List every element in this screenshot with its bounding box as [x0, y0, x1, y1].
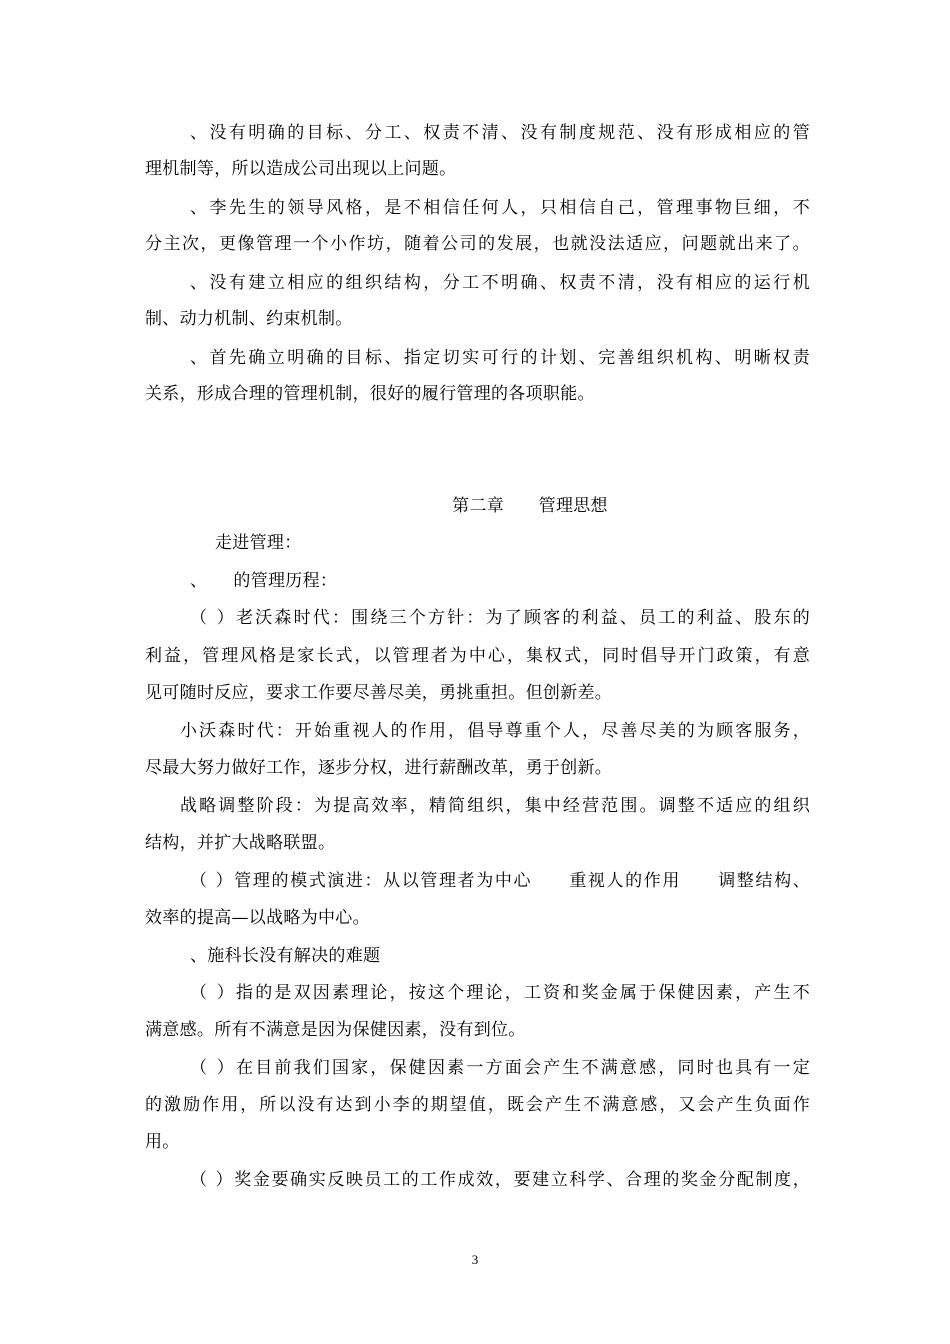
para-9-line-1: （ ）指的是双因素理论，按这个理论，工资和奖金属于保健因素，产生不: [190, 983, 810, 1003]
para-10-line-3: 用。: [145, 1132, 180, 1152]
para-1-line-1: 、没有明确的目标、分工、权责不清、没有制度规范、没有形成相应的管: [190, 123, 810, 143]
para-3-line-1: 、没有建立相应的组织结构，分工不明确、权责不清，没有相应的运行机: [190, 273, 810, 293]
subsection-heading-2: 、施科长没有解决的难题: [190, 946, 381, 966]
para-10-line-2: 的激励作用，所以没有达到小李的期望值，既会产生不满意感，又会产生负面作: [145, 1095, 810, 1115]
para-8-line-1: （ ）管理的模式演进：从以管理者为中心 重视人的作用 调整结构、: [190, 871, 810, 891]
para-3-line-2: 制、动力机制、约束机制。: [145, 309, 353, 329]
para-8-line-2: 效率的提高—以战略为中心。: [145, 908, 370, 928]
para-4-line-2: 关系，形成合理的管理机制，很好的履行管理的各项职能。: [145, 384, 595, 404]
para-5-line-1: （ ）老沃森时代：围绕三个方针：为了顾客的利益、员工的利益、股东的: [190, 608, 810, 628]
para-7-line-2: 结构，并扩大战略联盟。: [145, 833, 336, 853]
para-6-line-1: 小沃森时代：开始重视人的作用，倡导尊重个人，尽善尽美的为顾客服务，: [180, 721, 810, 741]
section-heading: 走进管理：: [215, 533, 302, 553]
para-2-line-1: 、李先生的领导风格，是不相信任何人，只相信自己，管理事物巨细，不: [190, 198, 810, 218]
para-11-line-1: （ ）奖金要确实反映员工的工作成效，要建立科学、合理的奖金分配制度，: [190, 1170, 810, 1190]
para-2-line-2: 分主次，更像管理一个小作坊，随着公司的发展，也就没法适应，问题就出来了。: [145, 234, 810, 254]
para-10-line-1: （ ）在目前我们国家，保健因素一方面会产生不满意感，同时也具有一定: [190, 1058, 810, 1078]
para-6-line-2: 尽最大努力做好工作，逐步分权，进行薪酬改革，勇于创新。: [145, 758, 613, 778]
para-4-line-1: 、首先确立明确的目标、指定切实可行的计划、完善组织机构、明晰权责: [190, 348, 810, 368]
subsection-heading-1: 、 的管理历程：: [190, 571, 338, 591]
para-5-line-2: 利益，管理风格是家长式，以管理者为中心，集权式，同时倡导开门政策，有意: [145, 646, 810, 666]
para-1-line-2: 理机制等，所以造成公司出现以上问题。: [145, 159, 457, 179]
chapter-title: 第二章 管理思想: [452, 496, 608, 516]
page-number: 3: [471, 1252, 479, 1267]
para-5-line-3: 见可随时反应，要求工作要尽善尽美，勇挑重担。但创新差。: [145, 683, 613, 703]
para-9-line-2: 满意感。所有不满意是因为保健因素，没有到位。: [145, 1020, 526, 1040]
para-7-line-1: 战略调整阶段：为提高效率，精简组织，集中经营范围。调整不适应的组织: [180, 796, 810, 816]
